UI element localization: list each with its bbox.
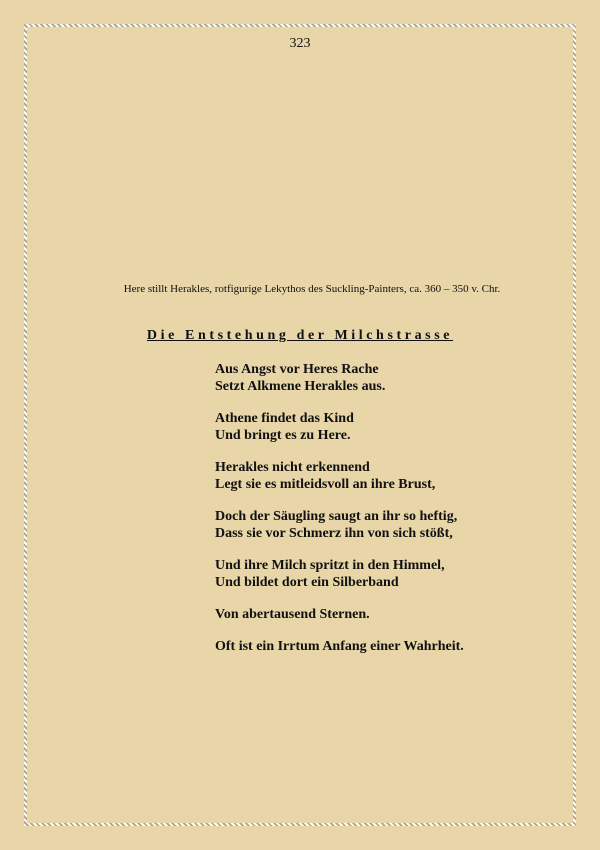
poem-line: Doch der Säugling saugt an ihr so heftig, bbox=[215, 509, 458, 524]
image-caption: Here stillt Herakles, rotfigurige Lekythos des Suckling-Painters, ca. 360 – 350 v. Chr. bbox=[123, 283, 501, 295]
poem-line: Und bildet dort ein Silberband bbox=[215, 575, 399, 590]
stanza bbox=[215, 557, 555, 591]
poem-line: Setzt Alkmene Herakles aus. bbox=[215, 379, 386, 394]
poem-line: Aus Angst vor Heres Rache bbox=[215, 362, 379, 377]
poem-line: Athene findet das Kind bbox=[215, 411, 354, 426]
stanza bbox=[215, 606, 555, 623]
poem-line: Und ihre Milch spritzt in den Himmel, bbox=[215, 558, 445, 573]
stanza bbox=[215, 410, 555, 444]
poem-line: Und bringt es zu Here. bbox=[215, 428, 351, 443]
poem-line: Herakles nicht erkennend bbox=[215, 460, 370, 475]
stanza bbox=[215, 508, 555, 542]
poem bbox=[215, 361, 555, 670]
stanza bbox=[215, 459, 555, 493]
poem-line: Oft ist ein Irrtum Anfang einer Wahrheit. bbox=[215, 639, 464, 654]
poem-line: Von abertausend Sternen. bbox=[215, 607, 370, 622]
stanza bbox=[215, 361, 555, 395]
poem-title: Die Entstehung der Milchstrasse bbox=[146, 328, 454, 343]
poem-line: Dass sie vor Schmerz ihn von sich stößt, bbox=[215, 526, 453, 541]
stanza bbox=[215, 638, 555, 655]
poem-line: Legt sie es mitleidsvoll an ihre Brust, bbox=[215, 477, 436, 492]
page-number: 323 bbox=[289, 36, 311, 51]
